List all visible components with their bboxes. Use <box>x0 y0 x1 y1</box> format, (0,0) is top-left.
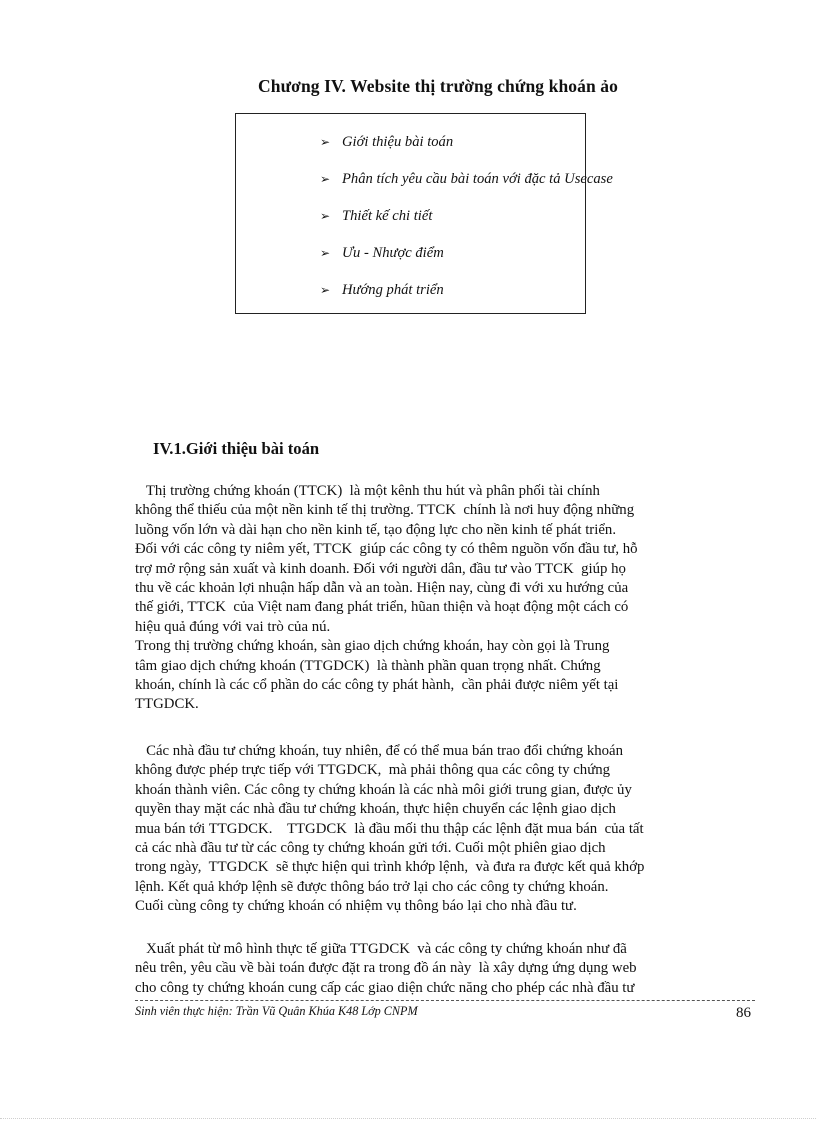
text-line: hiệu quả đúng với vai trò của nú. <box>135 618 331 635</box>
toc-item <box>320 245 444 262</box>
paragraph-requirements <box>135 940 741 998</box>
arrow-bullet-icon: ➢ <box>320 135 331 149</box>
text-line: nêu trên, yêu cầu về bài toán được đặt ra trong đồ án này là xây dựng ứng dụng web <box>135 960 637 977</box>
toc-item <box>320 171 613 188</box>
text-line: khoán, chính là các cổ phần do các công ty phát hành, cần phải được niêm yết tại <box>135 677 619 694</box>
text-line: khoán thành viên. Các công ty chứng khoán là các nhà môi giới trung gian, được ủy <box>135 781 632 798</box>
toc-item-label: Giới thiệu bài toán <box>342 134 454 150</box>
toc-item <box>320 134 453 151</box>
text-line: luồng vốn lớn và dài hạn cho nền kinh tế, tạo động lực cho nền kinh tế phát triển. <box>135 521 617 538</box>
text-line: cho công ty chứng khoán cung cấp các giao diện chức năng cho phép các nhà đầu tư <box>135 979 635 996</box>
chapter-title: Chương IV. Website thị trường chứng khoán ảo <box>258 76 618 96</box>
text-line: Các nhà đầu tư chứng khoán, tuy nhiên, để có thể mua bán trao đổi chứng khoán <box>135 743 623 759</box>
page-number: 86 <box>736 1005 751 1021</box>
text-line: trợ mở rộng sản xuất và kinh doanh. Đối với người dân, đầu tư vào TTCK giúp họ <box>135 560 626 577</box>
toc-item <box>320 208 432 225</box>
text-line: Cuối cùng công ty chứng khoán có nhiệm vụ thông báo lại cho nhà đầu tư. <box>135 898 577 915</box>
text-line: thu về các khoản lợi nhuận hấp dẫn và an toàn. Hiện nay, cùng đi với xu hướng của <box>135 580 629 597</box>
toc-item <box>320 282 444 299</box>
text-line: mua bán tới TTGDCK. TTGDCK là đầu mối thu thập các lệnh đặt mua bán của tất <box>135 820 644 837</box>
text-line: không thể thiếu của một nền kinh tế thị trường. TTCK chính là nơi huy động những <box>135 502 635 519</box>
section-heading: IV.1.Giới thiệu bài toán <box>153 439 320 458</box>
text-line: Đối với các công ty niêm yết, TTCK giúp các công ty có thêm nguồn vốn đầu tư, hỗ <box>135 541 638 558</box>
text-line: Thị trường chứng khoán (TTCK) là một kênh thu hút và phân phối tài chính <box>135 483 600 499</box>
toc-item-label: Hướng phát triển <box>342 282 444 298</box>
text-line: lệnh. Kết quả khớp lệnh sẽ được thông báo trở lại cho các công ty chứng khoán. <box>135 878 609 895</box>
text-line: tâm giao dịch chứng khoán (TTGDCK) là thành phần quan trọng nhất. Chứng <box>135 657 601 674</box>
page-bottom-divider <box>0 1118 816 1119</box>
arrow-bullet-icon: ➢ <box>320 283 331 297</box>
text-line: trong ngày, TTGDCK sẽ thực hiện qui trình khớp lệnh, và đưa ra được kết quả khớp <box>135 859 645 876</box>
text-line: TTGDCK. <box>135 696 199 713</box>
chapter-contents-box <box>235 113 613 314</box>
text-line: không được phép trực tiếp với TTGDCK, mà phải thông qua các công ty chứng <box>135 762 611 779</box>
arrow-bullet-icon: ➢ <box>320 172 331 186</box>
text-line: quyền thay mặt các nhà đầu tư chứng khoán, thực hiện chuyển các lệnh giao dịch <box>135 801 616 818</box>
paragraph-intro <box>135 482 741 715</box>
footer-author: Sinh viên thực hiện: Trần Vũ Quân Khúa K48 Lớp CNPM <box>135 1004 418 1018</box>
footer-divider <box>135 1000 755 1001</box>
toc-item-label: Phân tích yêu cầu bài toán với đặc tả Usecase <box>342 171 613 187</box>
text-line: thế giới, TTCK của Việt nam đang phát triển, hũan thiện và hoạt động một cách có <box>135 599 629 616</box>
toc-item-label: Ưu - Nhược điểm <box>342 245 444 261</box>
toc-item-label: Thiết kế chi tiết <box>342 208 433 224</box>
arrow-bullet-icon: ➢ <box>320 246 331 260</box>
paragraph-investors <box>135 742 741 917</box>
text-line: Xuất phát từ mô hình thực tế giữa TTGDCK và các công ty chứng khoán như đã <box>135 941 627 957</box>
arrow-bullet-icon: ➢ <box>320 209 331 223</box>
text-line: cả các nhà đầu tư từ các công ty chứng khoán gửi tới. Cuối một phiên giao dịch <box>135 840 606 857</box>
text-line: Trong thị trường chứng khoán, sàn giao dịch chứng khoán, hay còn gọi là Trung <box>135 638 610 655</box>
